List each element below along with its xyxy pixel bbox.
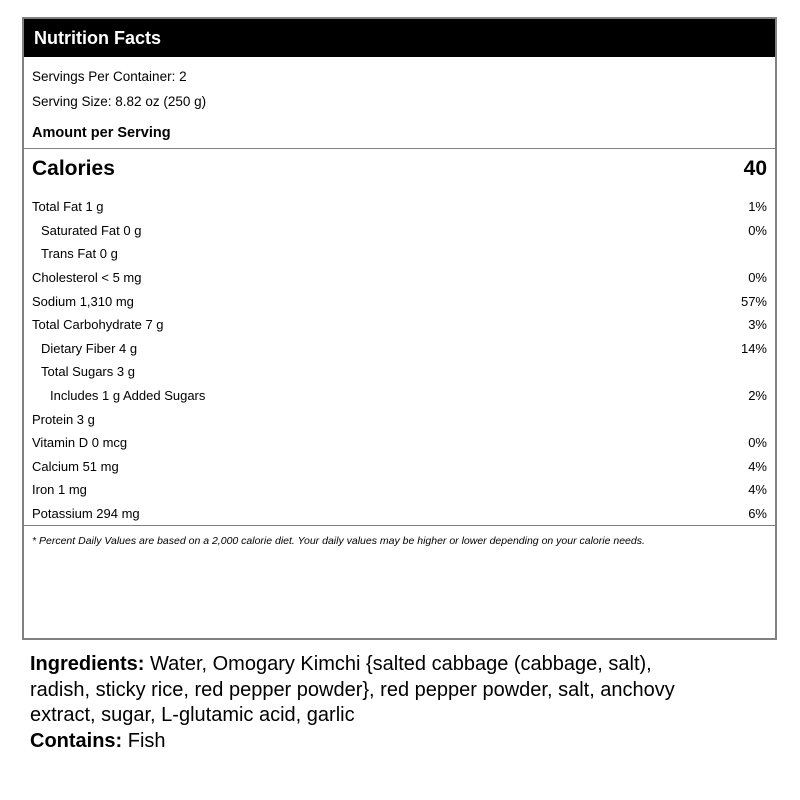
- nutrient-name: Vitamin D 0 mcg: [32, 435, 128, 451]
- nutrient-dv: 0%: [748, 435, 767, 451]
- amount-per-serving-heading: Amount per Serving: [32, 125, 171, 141]
- calories-value: 40: [743, 157, 767, 180]
- nutrient-dv: 0%: [748, 270, 767, 286]
- nutrient-name: Iron 1 mg: [32, 482, 87, 498]
- ingredients-line: [30, 678, 760, 704]
- label-title-bar: [24, 19, 775, 57]
- nutrient-name: Dietary Fiber 4 g: [41, 340, 138, 356]
- ingredients-text: Fish: [122, 729, 166, 752]
- nutrient-row: [32, 266, 767, 290]
- ingredients-bold-label: Contains:: [30, 729, 123, 752]
- nutrient-row: [32, 502, 767, 526]
- ingredients-section: [30, 652, 760, 754]
- nutrient-name: Cholesterol < 5 mg: [32, 270, 142, 286]
- nutrient-row: [32, 313, 767, 337]
- nutrient-name: Potassium 294 mg: [32, 506, 140, 522]
- ingredients-text: radish, sticky rice, red pepper powder}, red pepper powder, salt, anchovy: [30, 678, 675, 701]
- nutrition-facts-label: [22, 17, 777, 640]
- nutrient-name: Includes 1 g Added Sugars: [50, 388, 206, 404]
- nutrient-row: [32, 360, 767, 384]
- ingredients-line: [30, 652, 760, 678]
- calories-label: Calories: [32, 157, 115, 180]
- nutrient-row: [32, 289, 767, 313]
- nutrient-name: Sodium 1,310 mg: [32, 293, 134, 309]
- nutrient-dv: 2%: [748, 388, 767, 404]
- nutrient-row: [32, 219, 767, 243]
- label-body: [24, 69, 775, 547]
- ingredients-line: [30, 703, 760, 729]
- nutrient-row: [32, 407, 767, 431]
- nutrient-name: Calcium 51 mg: [32, 458, 119, 474]
- ingredients-text: extract, sugar, L-glutamic acid, garlic: [30, 704, 355, 726]
- daily-value-footnote: * Percent Daily Values are based on a 2,000 calorie diet. Your daily values may be higher or lower depending on your calorie needs.: [32, 535, 645, 548]
- nutrient-row: [32, 431, 767, 455]
- footnote-divider: [24, 525, 775, 526]
- nutrient-dv: 0%: [748, 222, 767, 238]
- label-title: Nutrition Facts: [34, 27, 162, 48]
- nutrient-name: Trans Fat 0 g: [41, 246, 118, 262]
- nutrient-name: Saturated Fat 0 g: [41, 222, 142, 238]
- nutrient-rows: [32, 195, 767, 525]
- nutrient-row: [32, 195, 767, 219]
- nutrient-dv: 1%: [748, 199, 767, 215]
- nutrient-row: [32, 242, 767, 266]
- nutrient-dv: 4%: [748, 458, 767, 474]
- ingredients-bold-label: Ingredients:: [30, 653, 145, 675]
- nutrient-row: [32, 337, 767, 361]
- nutrient-dv: 6%: [748, 506, 767, 522]
- nutrient-dv: 14%: [740, 340, 767, 356]
- ingredients-line: [30, 729, 760, 755]
- nutrient-dv: 3%: [748, 317, 767, 333]
- nutrient-row: [32, 478, 767, 502]
- ingredients-text: Water, Omogary Kimchi {salted cabbage (cabbage, salt),: [144, 653, 652, 675]
- servings-per-container: Servings Per Container: 2: [32, 69, 187, 84]
- nutrient-row: [32, 384, 767, 408]
- nutrient-row: [32, 455, 767, 479]
- nutrient-dv: 4%: [748, 482, 767, 498]
- nutrient-name: Total Carbohydrate 7 g: [32, 317, 164, 333]
- calories-row: [32, 149, 767, 195]
- nutrient-name: Total Sugars 3 g: [41, 364, 135, 380]
- nutrient-name: Total Fat 1 g: [32, 199, 104, 215]
- nutrient-dv: 57%: [740, 293, 767, 309]
- nutrient-name: Protein 3 g: [32, 411, 95, 427]
- serving-size: Serving Size: 8.82 oz (250 g): [32, 94, 207, 109]
